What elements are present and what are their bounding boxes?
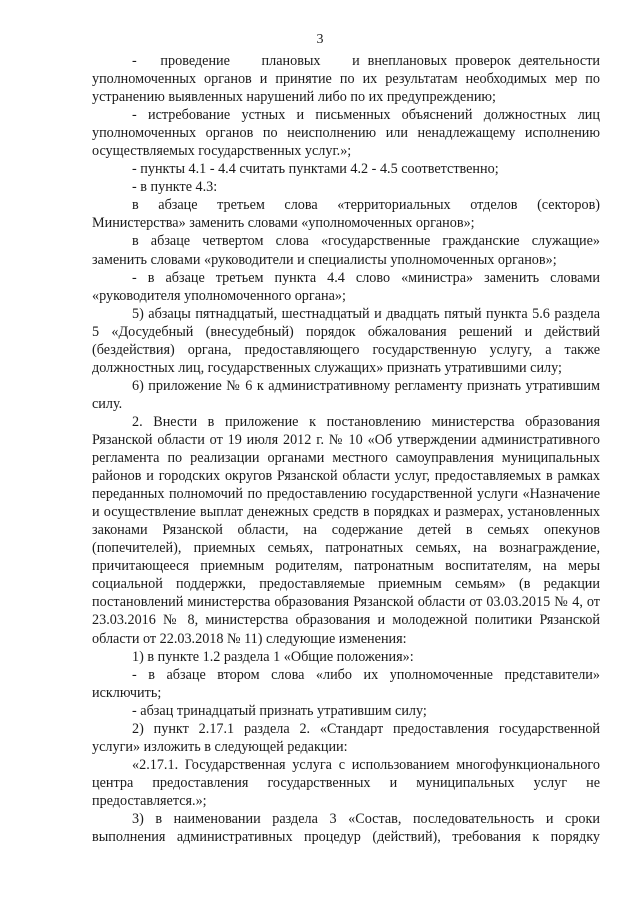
paragraph-inspections: - проведение плановых и внеплановых проверок деятельности уполномоченных органов и принятие по их результатам необходимых мер по устранению выявленных нарушений либо по их предупреждению; xyxy=(92,53,600,106)
document-body xyxy=(92,52,600,846)
paragraph-point-2-17-1: 2) пункт 2.17.1 раздела 2. «Стандарт предоставления государственной услуги» изложить в следующей редакции: xyxy=(92,720,600,755)
paragraph-item-6: 6) приложение № 6 к административному регламенту признать утратившим силу. xyxy=(92,377,600,412)
paragraph-explanations: - истребование устных и письменных объяснений должностных лиц уполномоченных органов по неисполнению или ненадлежащему исполнению осуществляемых государственных услуг.»; xyxy=(92,107,600,160)
paragraph-second-subparagraph: - в абзаце втором слова «либо их уполномоченные представители» исключить; xyxy=(92,666,600,701)
paragraph-section-3-title: 3) в наименовании раздела 3 «Состав, последовательность и сроки выполнения административных процедур (действий), требования к порядку xyxy=(92,810,600,846)
paragraph-fourth-subparagraph: в абзаце четвертом слова «государственные гражданские служащие» заменить словами «руководители и специалисты уполномоченных органов»; xyxy=(92,233,600,268)
paragraph-item-5: 5) абзацы пятнадцатый, шестнадцатый и двадцать пятый пункта 5.6 раздела 5 «Досудебный (внесудебный) порядок обжалования решений и действий (бездействия) органа, предоставляющего государственную услугу, а также должностных лиц, государственных служащих» признать утратившими силу; xyxy=(92,305,600,376)
paragraph-thirteenth-subparagraph: - абзац тринадцатый признать утратившим силу; xyxy=(132,702,427,719)
paragraph-point-4-4: - в абзаце третьем пункта 4.4 слово «министра» заменить словами «руководителя уполномоченного органа»; xyxy=(92,269,600,304)
paragraph-point-4-3: - в пункте 4.3: xyxy=(132,179,218,196)
paragraph-quoted-2-17-1: «2.17.1. Государственная услуга с использованием многофункционального центра предоставления государственных и муниципальных услуг не предоставляется.»; xyxy=(92,756,600,809)
paragraph-renumber-points: - пункты 4.1 - 4.4 считать пунктами 4.2 - 4.5 соответственно; xyxy=(132,161,499,178)
page-number: 3 xyxy=(316,32,324,47)
paragraph-section-2: 2. Внести в приложение к постановлению министерства образования Рязанской области от 19 июля 2012 г. № 10 «Об утверждении административного регламента по реализации органами местного самоуправления муниципальных районов и городских округов Рязанской области услуг, предоставляемых в рамках переданных полномочий по предоставлению государственной услуги «Назначение и осуществление выплат денежных средств в порядках и размерах, установленных законами Рязанской области, на содержание детей в семьях опекунов (попечителей), приемных семьях, патронатных семьях, на вознаграждение, причитающееся приемным родителям, патронатным воспитателям, на меры социальной поддержки, предоставляемые приемным семьям» (в редакции постановлений министерства образования Рязанской области от 03.03.2015 № 4, от 23.03.2016 № 8, министерства образования и молодежной политики Рязанской области от 22.03.2018 № 11) следующие изменения: xyxy=(92,413,600,647)
paragraph-point-1-2: 1) в пункте 1.2 раздела 1 «Общие положения»: xyxy=(132,648,414,665)
paragraph-third-subparagraph: в абзаце третьем слова «территориальных отделов (секторов) Министерства» заменить словами «уполномоченных органов»; xyxy=(92,197,600,232)
